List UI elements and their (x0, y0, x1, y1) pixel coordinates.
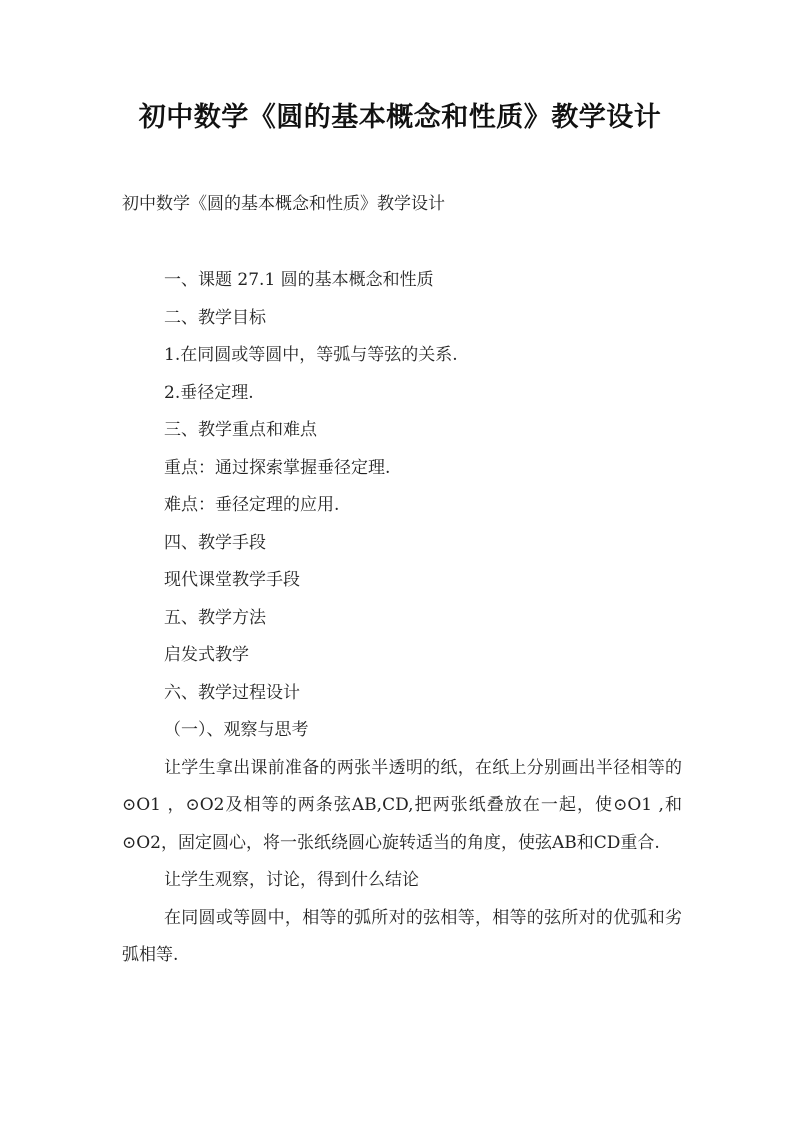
key-points-heading: 三、教学重点和难点 (164, 420, 317, 440)
document-body (122, 262, 682, 975)
discussion-paragraph: 让学生观察，讨论，得到什么结论 (164, 870, 419, 890)
teaching-goals-heading: 二、教学目标 (164, 307, 266, 328)
process-design-heading: 六、教学过程设计 (164, 682, 300, 703)
activity-paragraph: 让学生拿出课前准备的两张半透明的纸，在纸上分别画出半径相等的⊙O1 ，⊙O2及相等的两条弦AB,CD,把两张纸叠放在一起，使⊙O1 ,和 ⊙O2，固定圆心，将一张纸绕圆心旋转适当的角度，使弦AB和CD重合. (122, 757, 682, 853)
difficulty-text: 难点：垂径定理的应用. (164, 495, 340, 515)
conclusion-paragraph: 在同圆或等圆中，相等的弧所对的弦相等，相等的弦所对的优弧和劣弧相等. (122, 907, 682, 965)
teaching-means-heading: 四、教学手段 (164, 532, 266, 553)
observe-think-heading: （一）、观察与思考 (164, 720, 309, 740)
goal-item-2: 2.垂径定理. (164, 382, 254, 403)
teaching-method-text: 启发式教学 (164, 645, 249, 665)
document-title: 初中数学《圆的基本概念和性质》教学设计 (138, 102, 662, 133)
key-point-text: 重点：通过探索掌握垂径定理. (164, 457, 391, 478)
lesson-topic-heading: 一、课题 27.1 圆的基本概念和性质 (164, 270, 434, 290)
teaching-means-text: 现代课堂教学手段 (164, 570, 300, 590)
document-subtitle: 初中数学《圆的基本概念和性质》教学设计 (122, 194, 445, 214)
teaching-method-heading: 五、教学方法 (164, 607, 266, 628)
goal-item-1: 1.在同圆或等圆中，等弧与等弦的关系. (164, 345, 458, 365)
